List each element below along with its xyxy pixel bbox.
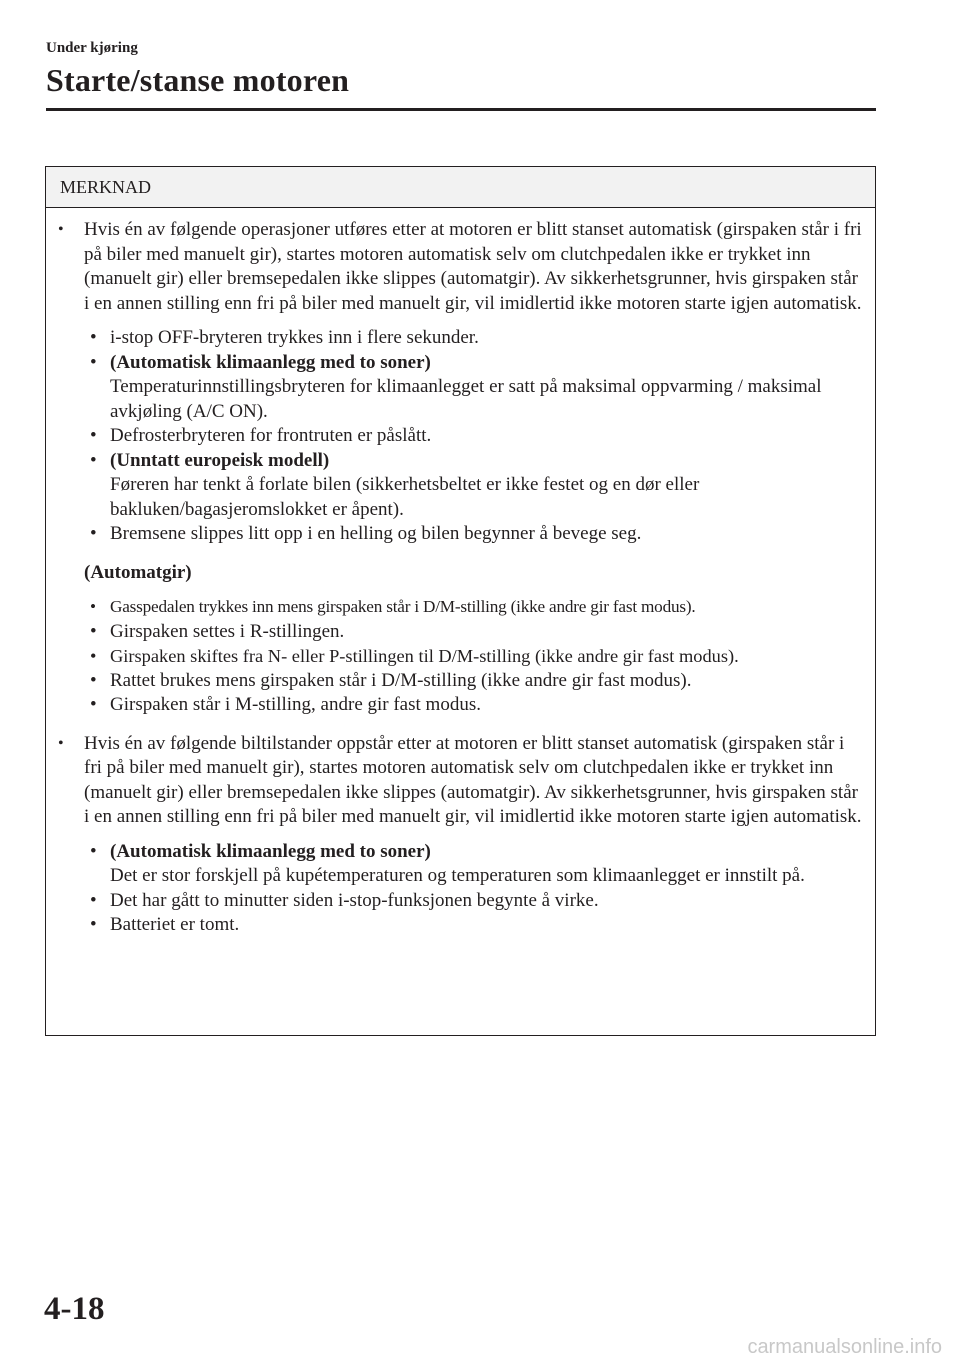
- bullet-icon: •: [90, 327, 97, 348]
- list-item: [84, 693, 863, 718]
- list-item: [84, 669, 863, 694]
- list-item-text: Defrosterbryteren for frontruten er påslått.: [110, 425, 432, 446]
- list-item-text: i-stop OFF-bryteren trykkes inn i flere sekunder.: [110, 327, 479, 348]
- list-item: [84, 595, 863, 620]
- list-item-text: Gasspedalen trykkes inn mens girspaken står i D/M-stilling (ikke andre gir fast modus).: [110, 597, 696, 616]
- list-item: [84, 424, 863, 449]
- list-item-text: Girspaken står i M-stilling, andre gir fast modus.: [110, 694, 481, 715]
- list-item: [84, 326, 863, 351]
- bullet-icon: •: [90, 889, 97, 911]
- bullet-icon: •: [90, 620, 97, 642]
- bullet-icon: •: [90, 914, 97, 935]
- watermark: carmanualsonline.info: [747, 1336, 942, 1358]
- condition-list: [84, 326, 863, 547]
- note-item: [46, 732, 875, 938]
- automatgir-list: [84, 595, 863, 718]
- bullet-icon: •: [90, 694, 97, 715]
- list-item: [84, 620, 863, 645]
- bullet-icon: •: [58, 221, 64, 238]
- list-item: [84, 449, 863, 523]
- bullet-icon: •: [90, 351, 97, 373]
- list-item-heading: (Automatisk klimaanlegg med to soner): [110, 840, 431, 862]
- page-title: Starte/stanse motoren: [46, 62, 350, 98]
- condition-list: [84, 840, 863, 938]
- bullet-icon: •: [90, 840, 97, 862]
- list-item: [84, 644, 863, 669]
- list-item-text: Girspaken skiftes fra N- eller P-stillingen til D/M-stilling (ikke andre gir fast modus).: [110, 646, 739, 666]
- note-item: [46, 218, 875, 718]
- list-item-text: Rattet brukes mens girspaken står i D/M-stilling (ikke andre gir fast modus).: [110, 669, 692, 691]
- bullet-icon: •: [90, 425, 97, 446]
- bullet-icon: •: [90, 669, 97, 691]
- bullet-icon: •: [90, 523, 97, 544]
- list-item-text: Girspaken settes i R-stillingen.: [110, 620, 345, 642]
- bullet-icon: •: [58, 734, 64, 752]
- note-item-text: Hvis én av følgende biltilstander oppstår etter at motoren er blitt stanset automatisk (girspaken står i fri på biler med manuelt gir), startes motoren automatisk selv om clutchpedalen ikke er trykket inn (manuelt gir) eller bremsepedalen ikke slippes (automatgir). Av sikkerhetsgrunner, hvis girspaken står i en annen stilling enn fri på biler med manuelt gir, vil imidlertid ikke motoren starte igjen automatisk.: [84, 732, 862, 827]
- list-item-text: Bremsene slippes litt opp i en helling og bilen begynner å bevege seg.: [110, 523, 642, 544]
- list-item-text: Det er stor forskjell på kupétemperaturen og temperaturen som klimaanlegget er innstilt på.: [110, 865, 805, 886]
- note-box: [45, 166, 876, 1036]
- list-item-text: Det har gått to minutter siden i-stop-funksjonen begynte å virke.: [110, 889, 599, 911]
- note-item-text: Hvis én av følgende operasjoner utføres etter at motoren er blitt stanset automatisk (girspaken står i fri på biler med manuelt gir), startes motoren automatisk selv om clutchpedalen ikke er trykket inn (manuelt gir) eller bremsepedalen ikke slippes (automatgir). Av sikkerhetsgrunner, hvis girspaken står i en annen stilling enn fri på biler med manuelt gir, vil imidlertid ikke motoren starte igjen automatisk.: [84, 219, 862, 314]
- list-item-heading: (Unntatt europeisk modell): [110, 449, 330, 471]
- list-item: [84, 889, 863, 914]
- list-item: [84, 522, 863, 547]
- note-body: [46, 208, 875, 938]
- group-label: (Automatgir): [84, 561, 192, 583]
- title-rule: [46, 108, 876, 111]
- list-item-heading: (Automatisk klimaanlegg med to soner): [110, 351, 431, 373]
- note-header: MERKNAD: [46, 167, 875, 208]
- list-item: [84, 351, 863, 425]
- list-item-text: Batteriet er tomt.: [110, 914, 240, 935]
- section-label: Under kjøring: [46, 40, 138, 56]
- page-number: 4-18: [44, 1291, 105, 1327]
- bullet-icon: •: [90, 597, 96, 616]
- list-item-text: Føreren har tenkt å forlate bilen (sikkerhetsbeltet er ikke festet og en dør eller bakluken/bagasjeromslokket er åpent).: [110, 474, 700, 520]
- list-item: [84, 840, 863, 889]
- list-item: [84, 913, 863, 938]
- list-item-text: Temperaturinnstillingsbryteren for klimaanlegget er satt på maksimal oppvarming / maksimal avkjøling (A/C ON).: [110, 376, 822, 422]
- bullet-icon: •: [90, 646, 97, 666]
- bullet-icon: •: [90, 449, 97, 471]
